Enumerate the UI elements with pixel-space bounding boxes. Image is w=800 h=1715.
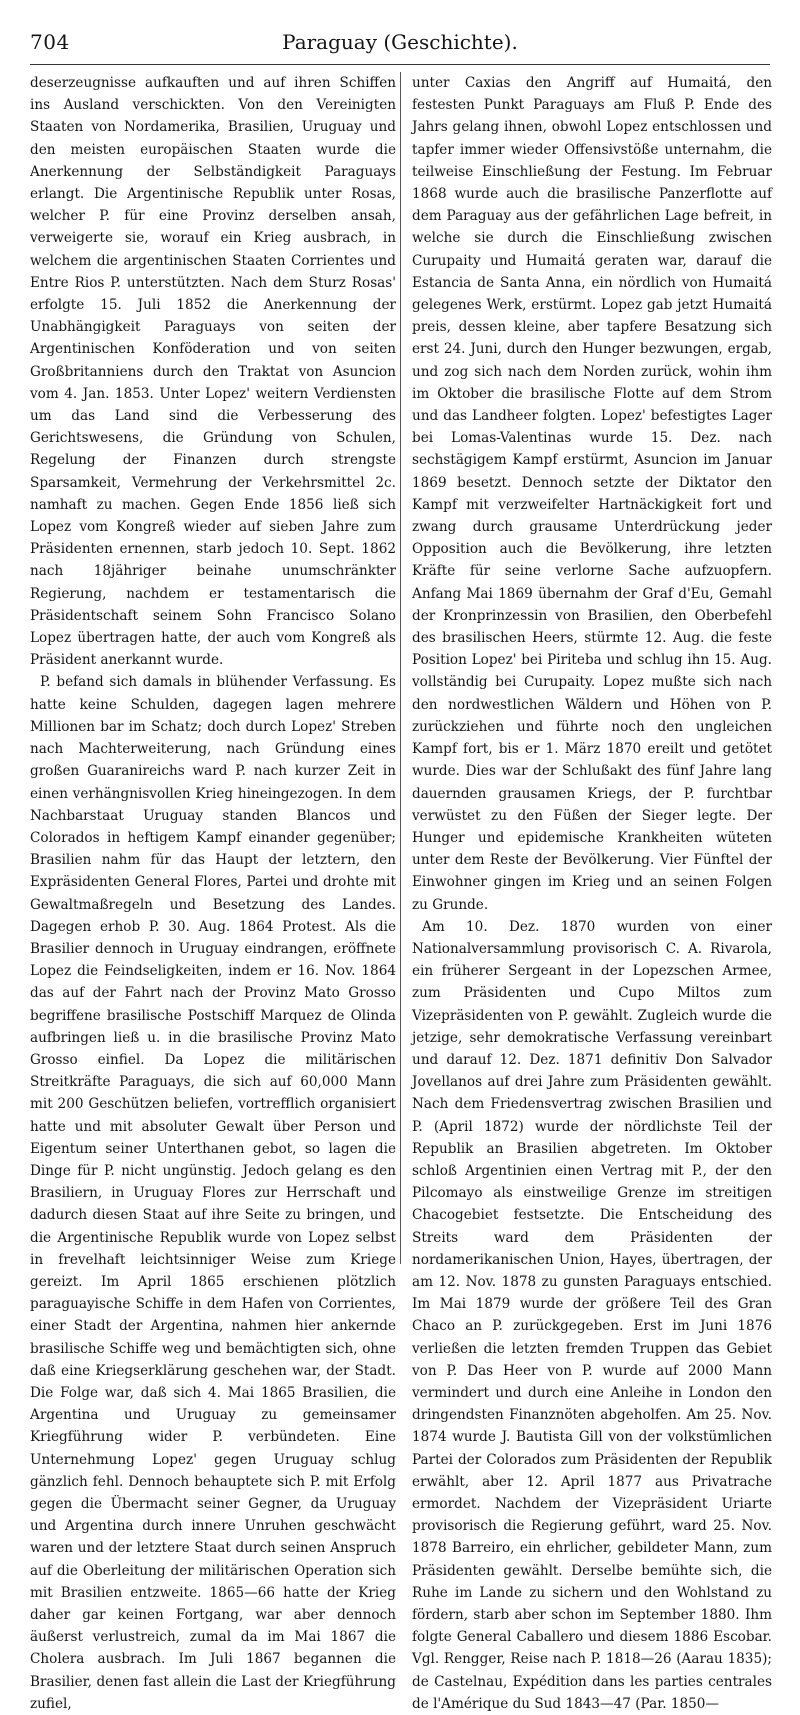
paragraph: Am 10. Dez. 1870 wurden von einer Nationalversammlung provisorisch C. A. Rivarola, ein früherer Sergeant in der Lopezschen Armee, zum Präsidenten und Cupo Miltos zum Vizepräsidenten von P. gewählt. Zugleich wurde die jetzige, sehr demokratische Verfassung vereinbart und darauf 12. Dez. 1871 definitiv Don Salvador Jovellanos auf drei Jahre zum Präsidenten gewählt. Nach dem Friedensvertrag zwischen Brasilien und P. (April 1872) wurde der nördlichste Teil der Republik an Brasilien abgetreten. Im Oktober schloß Argentinien einen Vertrag mit P., der den Pilcomayo als einstweilige Grenze im streitigen Chacogebiet festsetzte. Die Entscheidung des Streits ward dem Präsidenten der nordamerikanischen Union, Hayes, übertragen, der am 12. Nov. 1878 zu gunsten Paraguays entschied. Im Mai 1879 wurde der größere Teil des Gran Chaco an P. zurückgegeben. Erst im Juni 1876 verließen die letzten fremden Truppen das Gebiet von P. Das Heer von P. wurde auf 2000 Mann vermindert und durch eine Anleihe in London den dringendsten Finanznöten abgeholfen. Am 25. Nov. 1874 wurde J. Bautista Gill von der volkstümlichen Partei der Colorados zum Präsidenten der Republik erwählt, aber 12. April 1877 aus Privatrache ermordet. Nachdem der Vizepräsident Uriarte provisorisch die Regierung geführt, ward 25. Nov. 1878 Barreiro, ein ehrlicher, gebildeter Mann, zum Präsidenten gewählt. Derselbe bemühte sich, die Ruhe im Lande zu sichern und den Wohlstand zu fördern, starb aber schon im September 1880. Ihm folgte General Caballero und diesem 1886 Escobar. Vgl. Rengger, Reise nach P. 1818—26 (Aarau 1835); de Castelnau, Expédition dans les parties centrales de l'Amérique du Sud 1843—47 (Par. 1850— <box>412 918 772 1712</box>
header-rule <box>30 64 770 65</box>
paragraph: P. befand sich damals in blühender Verfassung. Es hatte keine Schulden, dagegen lagen mehrere Millionen bar im Schatz; doch durch Lopez' Streben nach Machterweiterung, nach Gründung eines großen Guaranireichs ward P. nach kurzer Zeit in einen verhängnisvollen Krieg hineingezogen. In dem Nachbarstaat Uruguay standen Blancos und Colorados in heftigem Kampf einander gegenüber; Brasilien nahm für das Haupt der letztern, den Expräsidenten General Flores, Partei und drohte mit Gewaltmaßregeln und Besetzung des Landes. Dagegen erhob P. 30. Aug. 1864 Protest. Als die Brasilier dennoch in Uruguay eindrangen, eröffnete Lopez die Feindseligkeiten, indem er 16. Nov. 1864 das auf der Fahrt nach der Provinz Mato Grosso begriffene brasilische Postschiff Marquez de Olinda aufbringen ließ u. in die brasilische Provinz Mato Grosso einfiel. Da Lopez die militärischen Streitkräfte Paraguays, die sich auf 60,000 Mann mit 200 Geschützen beliefen, vortrefflich organisiert hatte und mit absoluter Gewalt über Person und Eigentum seiner Unterthanen gebot, so lagen die Dinge für P. nicht ungünstig. Jedoch gelang es den Brasiliern, in Uruguay Flores zur Herrschaft und dadurch diesen Staat auf ihre Seite zu bringen, und die Argentinische Republik wurde von Lopez selbst in frevelhaft leichtsinniger Weise zum Kriege gereizt. Im April 1865 erschienen plötzlich paraguayische Schiffe in dem Hafen von Corrientes, einer Stadt der Argentina, nahmen hier ankernde brasilische Schiffe weg und bemächtigten sich, ohne daß eine Kriegserklärung geschehen war, der Stadt. Die Folge war, daß sich 4. Mai 1865 Brasilien, die Argentina und Uruguay zu gemeinsamer Kriegführung wider P. verbündeten. Eine Unternehmung Lopez' gegen Uruguay schlug gänzlich fehl. Dennoch behauptete sich P. mit Erfolg gegen die Übermacht seiner Gegner, da Uruguay und Argentina durch innere Unruhen geschwächt waren und der letztere Staat durch seinen Anspruch auf die Oberleitung der militärischen Operation sich mit Brasilien entzweite. 1865—66 hatte der Krieg daher gar keinen Fortgang, war aber dennoch äußerst verlustreich, zumal da im Mai 1867 die Cholera ausbrach. Im Juli 1867 begannen die Brasilier, denen fast allein die Last der Kriegführung zufiel, <box>30 674 396 1712</box>
running-title: Paraguay (Geschichte). <box>282 30 518 54</box>
right-column <box>412 72 772 1715</box>
left-column <box>30 72 396 1715</box>
paragraph: unter Caxias den Angriff auf Humaitá, den festesten Punkt Paraguays am Fluß P. Ende des Jahrs gelang ihnen, obwohl Lopez entschlossen und tapfer immer wieder Offensivstöße unternahm, die teilweise Einschließung der Festung. Im Februar 1868 wurde auch die brasilische Panzerflotte auf dem Paraguay aus der gefährlichen Lage befreit, in welche sie durch die Einschließung zwischen Curupaity und Humaitá geraten war, darauf die Estancia de Santa Anna, ein nördlich von Humaitá gelegenes Werk, erstürmt. Lopez gab jetzt Humaitá preis, dessen kleine, aber tapfere Besatzung sich erst 24. Juni, durch den Hunger bezwungen, ergab, und zog sich nach dem Norden zurück, wohin ihm im Oktober die brasilische Flotte auf dem Strom und das Landheer folgten. Lopez' befestigtes Lager bei Lomas-Valentinas wurde 15. Dez. nach sechstägigem Kampf erstürmt, Asuncion im Januar 1869 besetzt. Dennoch setzte der Diktator den Kampf mit verzweifelter Hartnäckigkeit fort und zwang durch grausame Unterdrückung jeder Opposition auch die Bevölkerung, ihre letzten Kräfte für seine verlorne Sache aufzuopfern. Anfang Mai 1869 übernahm der Graf d'Eu, Gemahl der Kronprinzessin von Brasilien, den Oberbefehl des brasilischen Heers, stürmte 12. Aug. die feste Position Lopez' bei Piriteba und schlug ihn 15. Aug. vollständig bei Curupaity. Lopez mußte sich nach den nordwestlichen Wäldern und Höhen von P. zurückziehen und führte noch den ungleichen Kampf fort, bis er 1. März 1870 ereilt und getötet wurde. Dies war der Schlußakt des fünf Jahre lang dauernden grausamen Kriegs, der P. furchtbar verwüstet zu den Füßen der Sieger legte. Der Hunger und epidemische Krankheiten wüteten unter dem Reste der Bevölkerung. Vier Fünftel der Einwohner gingen im Krieg und an seinen Folgen zu Grunde. <box>412 75 772 913</box>
paragraph: deserzeugnisse aufkauften und auf ihren Schiffen ins Ausland verschickten. Von den Vereinigten Staaten von Nordamerika, Brasilien, Uruguay und den meisten europäischen Staaten wurde die Anerkennung der Selbständigkeit Paraguays erlangt. Die Argentinische Republik unter Rosas, welcher P. für eine Provinz derselben ansah, verweigerte sie, worauf ein Krieg ausbrach, in welchem die argentinischen Staaten Corrientes und Entre Rios P. unterstützten. Nach dem Sturz Rosas' erfolgte 15. Juli 1852 die Anerkennung der Unabhängigkeit Paraguays von seiten der Argentinischen Konföderation und von seiten Großbritanniens durch den Traktat von Asuncion vom 4. Jan. 1853. Unter Lopez' weitern Verdiensten um das Land sind die Verbesserung des Gerichtswesens, die Gründung von Schulen, Regelung der Finanzen durch strengste Sparsamkeit, Vermehrung der Verkehrsmittel 2c. namhaft zu machen. Gegen Ende 1856 ließ sich Lopez vom Kongreß wieder auf sieben Jahre zum Präsidenten ernennen, starb jedoch 10. Sept. 1862 nach 18jähriger beinahe unumschränkter Regierung, nachdem er testamentarisch die Präsidentschaft seinem Sohn Francisco Solano Lopez übertragen hatte, der auch vom Kongreß als Präsident anerkannt wurde. <box>30 75 396 669</box>
column-divider <box>400 72 401 1264</box>
page-header <box>30 30 770 64</box>
page-number: 704 <box>30 30 70 54</box>
